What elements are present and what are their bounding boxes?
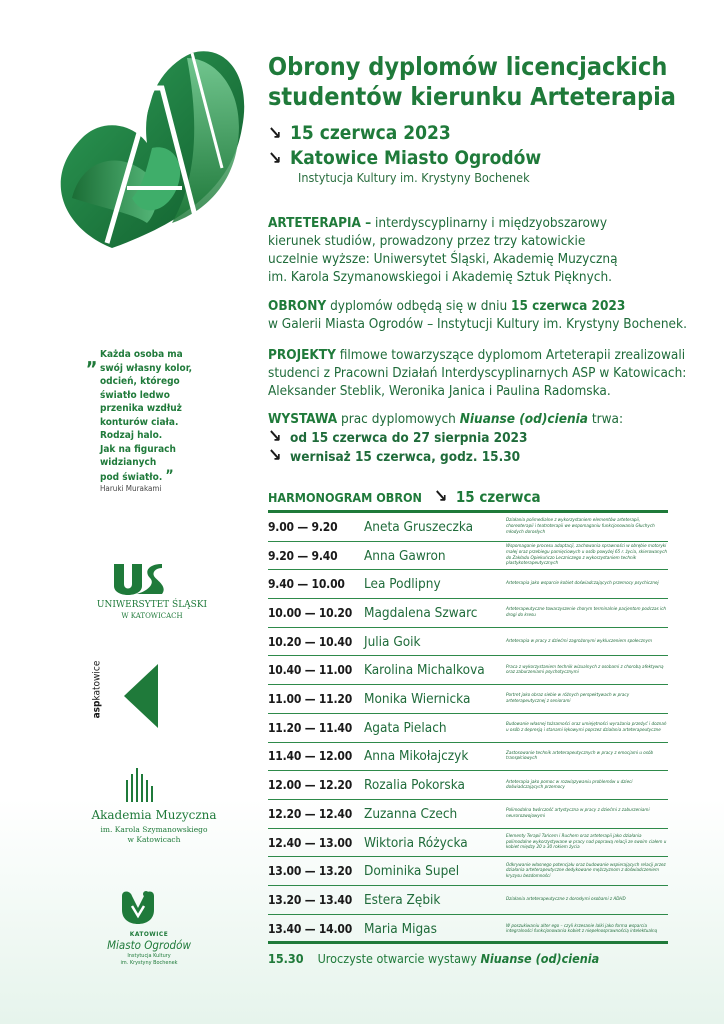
arrow-icon: ↘ xyxy=(268,445,282,466)
schedule-heading: HARMONOGRAM OBRON ↘ 15 czerwca xyxy=(268,486,541,507)
student-name: Maria Migas xyxy=(364,921,437,938)
title-line-1: Obrony dyplomów licencjackich xyxy=(268,52,668,81)
schedule-time: 13.00 — 13.20 xyxy=(268,864,353,879)
thesis-description: Działania arteterapeutyczne z dorosłymi osobami z ADHD xyxy=(506,897,626,903)
schedule-time: 13.20 — 13.40 xyxy=(268,892,353,907)
table-row xyxy=(268,714,668,743)
murakami-quote: Każda osoba ma swój własny kolor, odcień, którego światło ledwo przenika wzdłuż konturów ciała. Rodzaj halo. Jak na figurach widzianych pod światło. ” xyxy=(100,349,193,484)
schedule-time: 11.20 — 11.40 xyxy=(268,720,353,735)
uniwersytet-slaski-logo-icon xyxy=(110,560,166,598)
asp-katowice-logo: aspkatowice xyxy=(91,660,103,719)
paragraph-arteterapia: ARTETERAPIA – interdyscyplinarny i międzyobszarowy kierunek studiów, prowadzony przez trzy katowickie uczelnie wyższe: Uniwersytet Śląski, Akademię Muzyczną im. Karola Szymanowskiegoi i Akademię Sztuk Pięknych. xyxy=(268,215,618,285)
arrow-icon: ↘ xyxy=(268,148,282,169)
title-line-2: studentów kierunku Arteterapia xyxy=(268,82,676,111)
schedule-time: 13.40 — 14.00 xyxy=(268,922,353,937)
thesis-description: Budowanie własnej tożsamości oraz umiejętności wyrażania przeżyć i doznań u osób z depresją i stanami lękowymi poprzez działania arteterapeutyczne xyxy=(506,722,667,733)
table-row xyxy=(268,743,668,772)
arrow-icon: ↘ xyxy=(433,486,448,507)
table-row xyxy=(268,513,668,542)
akademia-muzyczna-logo-icon xyxy=(124,766,154,802)
student-name: Aneta Gruszeczka xyxy=(364,518,474,535)
uniwersytet-slaski-name: UNIWERSYTET ŚLĄSKI W KATOWICACH xyxy=(96,600,208,620)
thesis-description: Polimodalna twórczość artystyczna w pracy z dziećmi z zaburzeniami neurorozwojowymi xyxy=(506,808,650,819)
thesis-description: Wspomaganie procesu adaptacji, zachowania sprawności w obrębie motoryki małej oraz przebiegu pamięciowych u osób powyżej 65 r. życia, skierowanych do Zakładu Opiekuńczo Leczniczego z wykorzystaniem technik plastykoterapeutycznych xyxy=(506,544,667,567)
table-row xyxy=(268,685,668,714)
table-row xyxy=(268,628,668,657)
arteterapia-logo xyxy=(52,48,252,258)
akademia-muzyczna-subtitle: im. Karola Szymanowskiego w Katowicach xyxy=(100,825,208,844)
thesis-description: W poszukiwaniu alter ego – czyli krzesanie lalki jako forma wsparcia integralności funkcjonowania kobiet z niepełnosprawnością intelektualną xyxy=(506,923,658,935)
table-row xyxy=(268,542,668,571)
student-name: Karolina Michalkova xyxy=(364,662,485,679)
schedule-time: 12.20 — 12.40 xyxy=(268,806,353,821)
schedule-time: 9.00 — 9.20 xyxy=(268,519,338,534)
student-name: Anna Mikołajczyk xyxy=(364,748,469,765)
table-row xyxy=(268,599,668,628)
schedule-bottom-rule xyxy=(268,941,668,944)
table-row xyxy=(268,915,668,944)
thesis-description: Portret jako obraz siebie w różnych perspektywach w pracy arteterapeutycznej z seniorami xyxy=(506,693,630,705)
thesis-description: Odkrywanie własnego potencjału oraz budowanie wspierających relacji przez działania arteterapeutyczne dedykowane mężczyznom z doświadczeniem kryzysu bezdomności xyxy=(506,862,666,880)
schedule-time: 11.40 — 12.00 xyxy=(268,749,353,764)
place-line: ↘ Katowice Miasto Ogrodów xyxy=(268,147,542,169)
paragraph-projekty: PROJEKTY filmowe towarzyszące dyplomom Arteterapii zrealizowali studenci z Pracowni Działań Interdyscyplinarnych ASP w Katowicach: Aleksander Steblik, Weronika Janica i Paulina Radomska. xyxy=(268,347,687,399)
place-subtitle: Instytucja Kultury im. Krystyny Bochenek xyxy=(298,170,530,185)
paragraph-obrony: OBRONY dyplomów odbędą się w dniu 15 czerwca 2023 w Galerii Miasta Ogrodów – Instytucji Kultury im. Krystyny Bochenek. xyxy=(268,298,687,332)
thesis-description: Praca z wykorzystaniem technik wizualnych z osobami z chorobą afektywną oraz zaburzeniami psychotycznymi xyxy=(506,664,664,676)
schedule-time: 10.20 — 10.40 xyxy=(268,634,353,649)
student-name: Estera Zębik xyxy=(364,891,441,908)
table-row xyxy=(268,570,668,599)
schedule-time: 12.00 — 12.20 xyxy=(268,778,353,793)
table-row xyxy=(268,771,668,800)
arrow-icon: ↘ xyxy=(268,426,282,447)
akademia-muzyczna-name: Akademia Muzyczna xyxy=(91,808,217,822)
student-name: Agata Pielach xyxy=(364,719,447,736)
arrow-icon: ↘ xyxy=(268,123,282,144)
kmo-city: KATOWICE xyxy=(129,930,169,938)
kmo-name: Miasto Ogrodów xyxy=(107,938,191,952)
quote-open-icon: „ xyxy=(86,346,98,370)
page-title xyxy=(268,52,708,112)
thesis-description: Działania polimedialne z wykorzystaniem elementów arteterapii, choreoterapii i teatroterapii we wspomaganiu funkcjonowania Głuchych młodych dorosłych xyxy=(506,518,655,535)
table-row xyxy=(268,857,668,886)
final-event: 15.30 Uroczyste otwarcie wystawy Niuanse (od)cienia xyxy=(268,951,600,966)
date-line: ↘ 15 czerwca 2023 xyxy=(268,122,451,144)
table-row xyxy=(268,657,668,686)
thesis-description: Elementy Terapii Tańcem i Ruchem oraz arteterapii jako działania polimodalne wykorzystywane w pracy nad poprawą relacji ze swoim ciałem u kobiet między 20 a 30 rokiem życia xyxy=(506,834,667,851)
schedule-time: 9.20 — 9.40 xyxy=(268,548,338,563)
student-name: Rozalia Pokorska xyxy=(364,777,465,794)
thesis-description: Zastosowanie technik arteterapeutycznych w pracy z emocjami u osób transpłciowych xyxy=(506,750,654,762)
student-name: Zuzanna Czech xyxy=(364,805,458,822)
student-name: Dominika Supel xyxy=(364,863,460,880)
student-name: Lea Podlipny xyxy=(364,576,441,593)
student-name: Monika Wiernicka xyxy=(364,691,471,708)
student-name: Magdalena Szwarc xyxy=(364,604,478,621)
table-row xyxy=(268,886,668,915)
schedule-time: 10.00 — 10.20 xyxy=(268,605,353,620)
schedule-time: 9.40 — 10.00 xyxy=(268,577,345,592)
schedule-time: 11.00 — 11.20 xyxy=(268,692,353,707)
thesis-description: Arteterapia w pracy z dziećmi zagrożonymi wykluczeniem społecznym xyxy=(506,638,652,644)
schedule-time: 12.40 — 13.00 xyxy=(268,835,353,850)
student-name: Wiktoria Różycka xyxy=(364,834,468,851)
student-name: Anna Gawron xyxy=(364,547,446,564)
thesis-description: Arteterapia jako wsparcie kobiet doświadczających przemocy psychicznej xyxy=(506,581,659,587)
thesis-description: Arteterapia jako pomoc w rozwiązywaniu problemów u dzieci doświadczających przemocy xyxy=(506,779,633,791)
student-name: Julia Goik xyxy=(364,633,421,650)
quote-author: Haruki Murakami xyxy=(100,484,162,493)
table-row xyxy=(268,829,668,858)
asp-triangle-icon xyxy=(124,664,158,728)
katowice-miasto-ogrodow-logo-icon xyxy=(118,888,158,926)
paragraph-wystawa: WYSTAWA prac dyplomowych Niuanse (od)cienia trwa: ↘ od 15 czerwca do 27 sierpnia 2023 ↘ wernisaż 15 czerwca, godz. 15.30 xyxy=(268,411,624,466)
schedule-time: 10.40 — 11.00 xyxy=(268,663,353,678)
kmo-subtitle: Instytucja Kultury im. Krystyny Bochenek xyxy=(120,953,178,966)
table-row xyxy=(268,800,668,829)
thesis-description: Arteterapeutyczne towarzyszenie chorym terminalnie pacjentom podczas ich drogi do kresu xyxy=(506,607,667,618)
quote-close-icon: ” xyxy=(165,467,174,484)
